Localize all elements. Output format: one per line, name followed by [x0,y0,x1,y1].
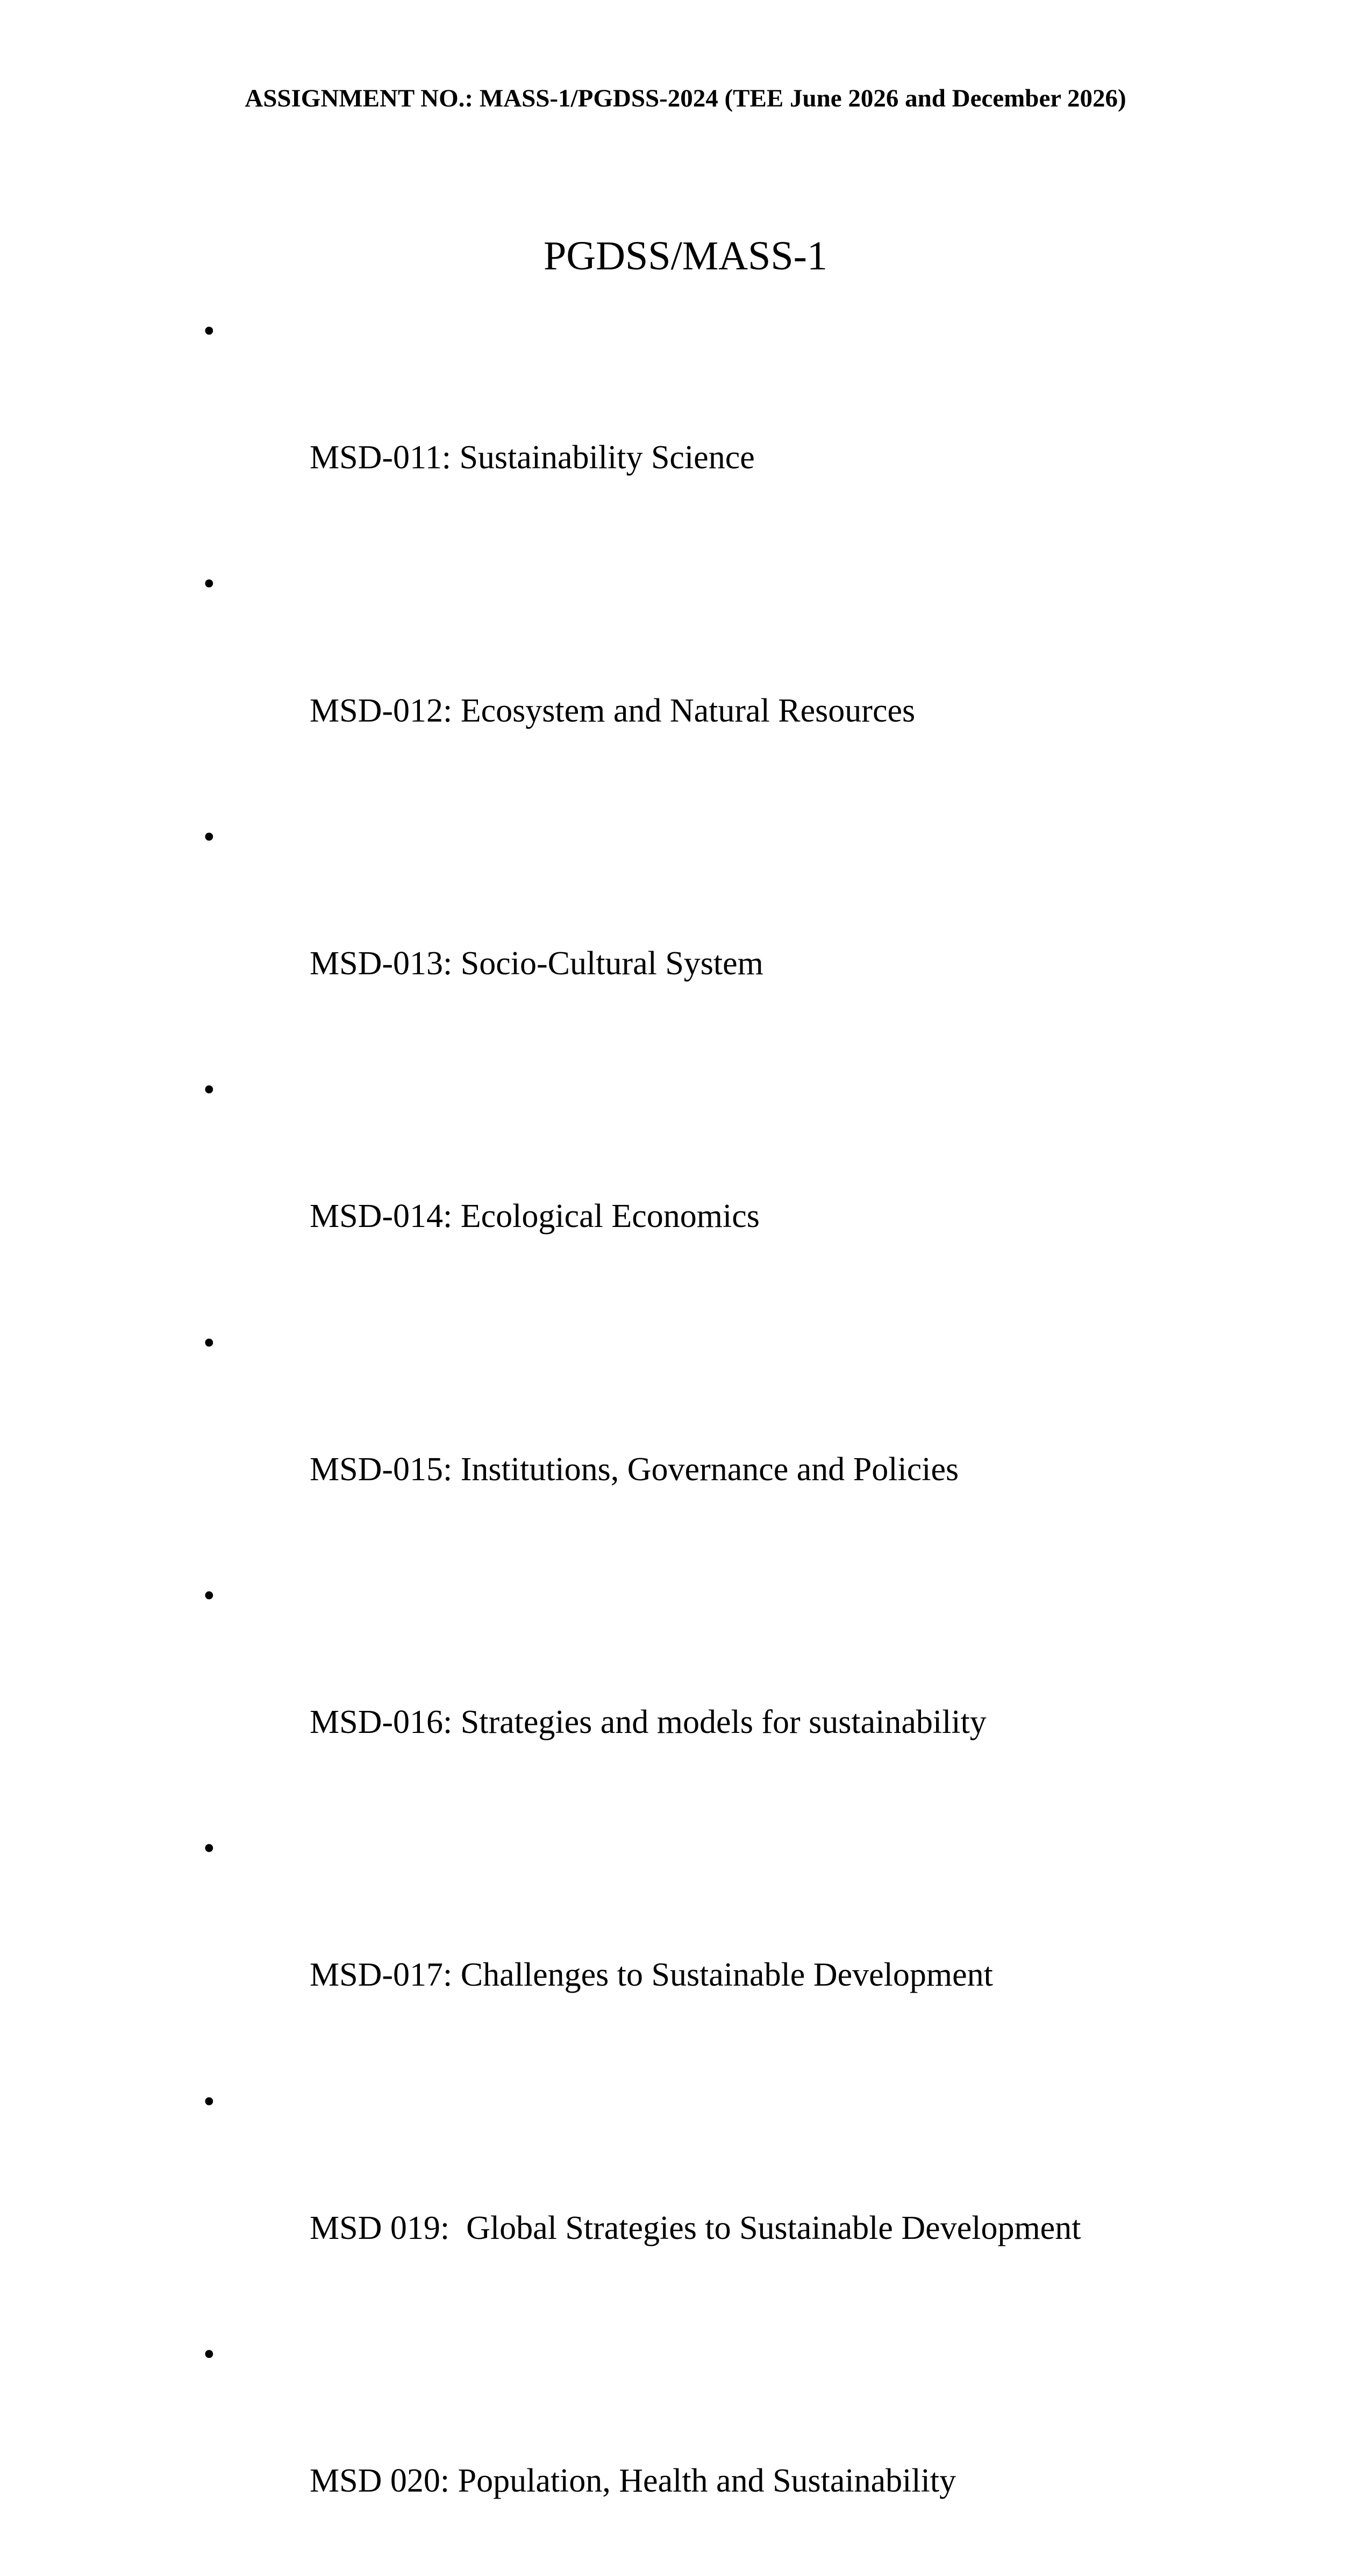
page-title: PGDSS/MASS-1 [544,233,827,279]
course-label: MSD-017: Challenges to Sustainable Development [310,1957,993,1994]
bullet-icon: • [203,2336,215,2373]
bullet-icon: • [203,1577,215,1614]
course-list-item [0,2071,1371,2323]
course-list-item [0,1817,1371,2070]
assignment-header: ASSIGNMENT NO.: MASS-1/PGDSS-2024 (TEE June 2026 and December 2026) [245,84,1126,112]
course-label: MSD-015: Institutions, Governance and Policies [310,1451,959,1488]
bullet-icon: • [203,1072,215,1109]
bullet-icon: • [203,1324,215,1361]
course-list-item [0,806,1371,1059]
bullet-icon: • [203,313,215,349]
course-label: MSD-012: Ecosystem and Natural Resources [310,692,916,729]
course-list-item [0,2323,1371,2576]
course-list-item [0,1565,1371,1817]
course-label: MSD-013: Socio-Cultural System [310,945,763,982]
course-label: MSD-011: Sustainability Science [310,439,755,476]
course-label: MSD 019: Global Strategies to Sustainable Development [310,2209,1081,2246]
bullet-icon: • [203,818,215,855]
bullet-icon: • [203,566,215,603]
course-list-item [0,553,1371,805]
course-label: MSD 020: Population, Health and Sustainability [310,2463,956,2500]
course-list-item [0,1059,1371,1311]
course-list-item [0,300,1371,553]
bullet-icon: • [203,1830,215,1867]
course-label: MSD-014: Ecological Economics [310,1198,760,1235]
course-list [0,300,1371,2576]
course-label: MSD-016: Strategies and models for sustainability [310,1704,987,1741]
course-list-item [0,1312,1371,1565]
bullet-icon: • [203,2083,215,2120]
